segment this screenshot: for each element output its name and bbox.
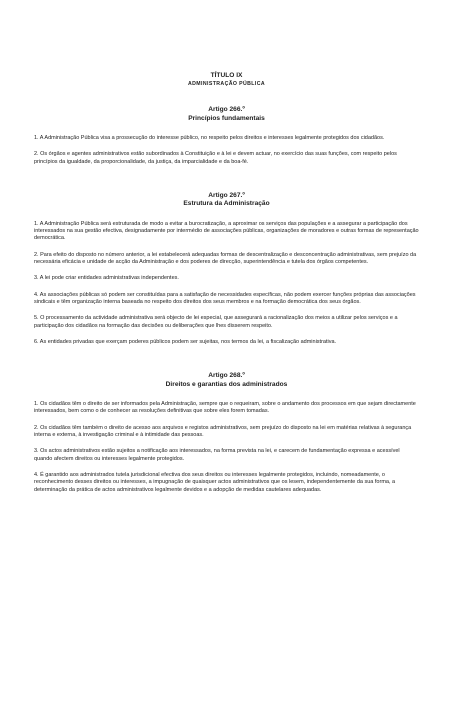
section-title: TÍTULO IX — [210, 72, 243, 79]
article-heading — [34, 192, 419, 209]
paragraph: 2. Para efeito do disposto no número anterior, a lei estabelecerá adequadas formas de descentralização e desconcentração administrativas, sem prejuízo da necessária eficácia e unidade de acção da Administração e dos poderes de direcção, superintendência e tutela dos órgãos competentes. — [34, 251, 417, 266]
article-name: Estrutura da Administração — [183, 200, 270, 208]
article-heading — [34, 372, 419, 389]
article-267 — [34, 192, 419, 346]
article-heading — [34, 106, 419, 123]
paragraph: 6. As entidades privadas que exerçam poderes públicos podem ser sujeitas, nos termos da lei, a fiscalização administrativa. — [34, 338, 337, 345]
paragraph: 1. Os cidadãos têm o direito de ser informados pela Administração, sempre que o requeiram, sobre o andamento dos processos em que sejam directamente interessados, bem como o de conhecer as resoluções definitivas que sobre eles forem tomadas. — [34, 401, 416, 415]
paragraph: 1. A Administração Pública visa a prossecução do interesse público, no respeito pelos direitos e interesses legalmente protegidos dos cidadãos. — [34, 135, 385, 141]
section-subtitle: ADMINISTRAÇÃO PÚBLICA — [188, 81, 265, 87]
document-page — [0, 71, 453, 711]
article-name: Princípios fundamentais — [188, 114, 265, 122]
article-name: Direitos e garantias dos administrados — [165, 380, 288, 388]
paragraph: 1. A Administração Pública será estruturada de modo a evitar a burocratização, a aproximar os serviços das populações e a assegurar a participação dos interessados na sua gestão efectiva, designadamente por intermédio de associações públicas, organizações de moradores e outras formas de representação democrática. — [34, 220, 419, 242]
paragraph: 2. Os cidadãos têm também o direito de acesso aos arquivos e registos administrativos, sem prejuízo do disposto na lei em matérias relativas à segurança interna e externa, à investigação criminal e à intimidade das pessoas. — [34, 424, 412, 439]
article-268 — [34, 372, 419, 494]
paragraph: 5. O processamento da actividade administrativa será objecto de lei especial, que assegurará a racionalização dos meios a utilizar pelos serviços e a participação dos cidadãos na formação das decisões ou deliberações que lhes disserem respeito. — [34, 315, 398, 329]
paragraph: 2. Os órgãos e agentes administrativos estão subordinados à Constituição e à lei e devem actuar, no exercício das suas funções, com respeito pelos princípios da igualdade, da proporcionalidade, da justiça, da imparcialidade e da boa-fé. — [34, 151, 397, 165]
title-block — [34, 71, 419, 88]
article-number: Artigo 268.º — [208, 372, 245, 380]
paragraph: 3. Os actos administrativos estão sujeitos a notificação aos interessados, na forma prevista na lei, e carecem de fundamentação expressa e acessível quando afectem direitos ou interesses legalmente protegidos. — [34, 448, 400, 462]
article-266 — [34, 106, 419, 166]
article-number: Artigo 267.º — [208, 191, 245, 199]
paragraph: 4. As associações públicas só podem ser constituídas para a satisfação de necessidades específicas, não podem exercer funções próprias das associações sindicais e têm organização interna baseada no respeito dos direitos dos seus membros e na formação democrática dos seus órgãos. — [34, 291, 416, 305]
paragraph: 4. É garantido aos administrados tutela jurisdicional efectiva dos seus direitos ou interesses legalmente protegidos, incluindo, nomeadamente, o reconhecimento desses direitos ou interesses, a impugnação de quaisquer actos administrativos que os lesem, independentemente da sua forma, a determinação da prática de actos administrativos legalmente devidos e a adopção de medidas cautelares adequadas. — [34, 471, 396, 493]
article-number: Artigo 266.º — [208, 106, 245, 113]
paragraph: 3. A lei pode criar entidades administrativas independentes. — [34, 275, 179, 282]
